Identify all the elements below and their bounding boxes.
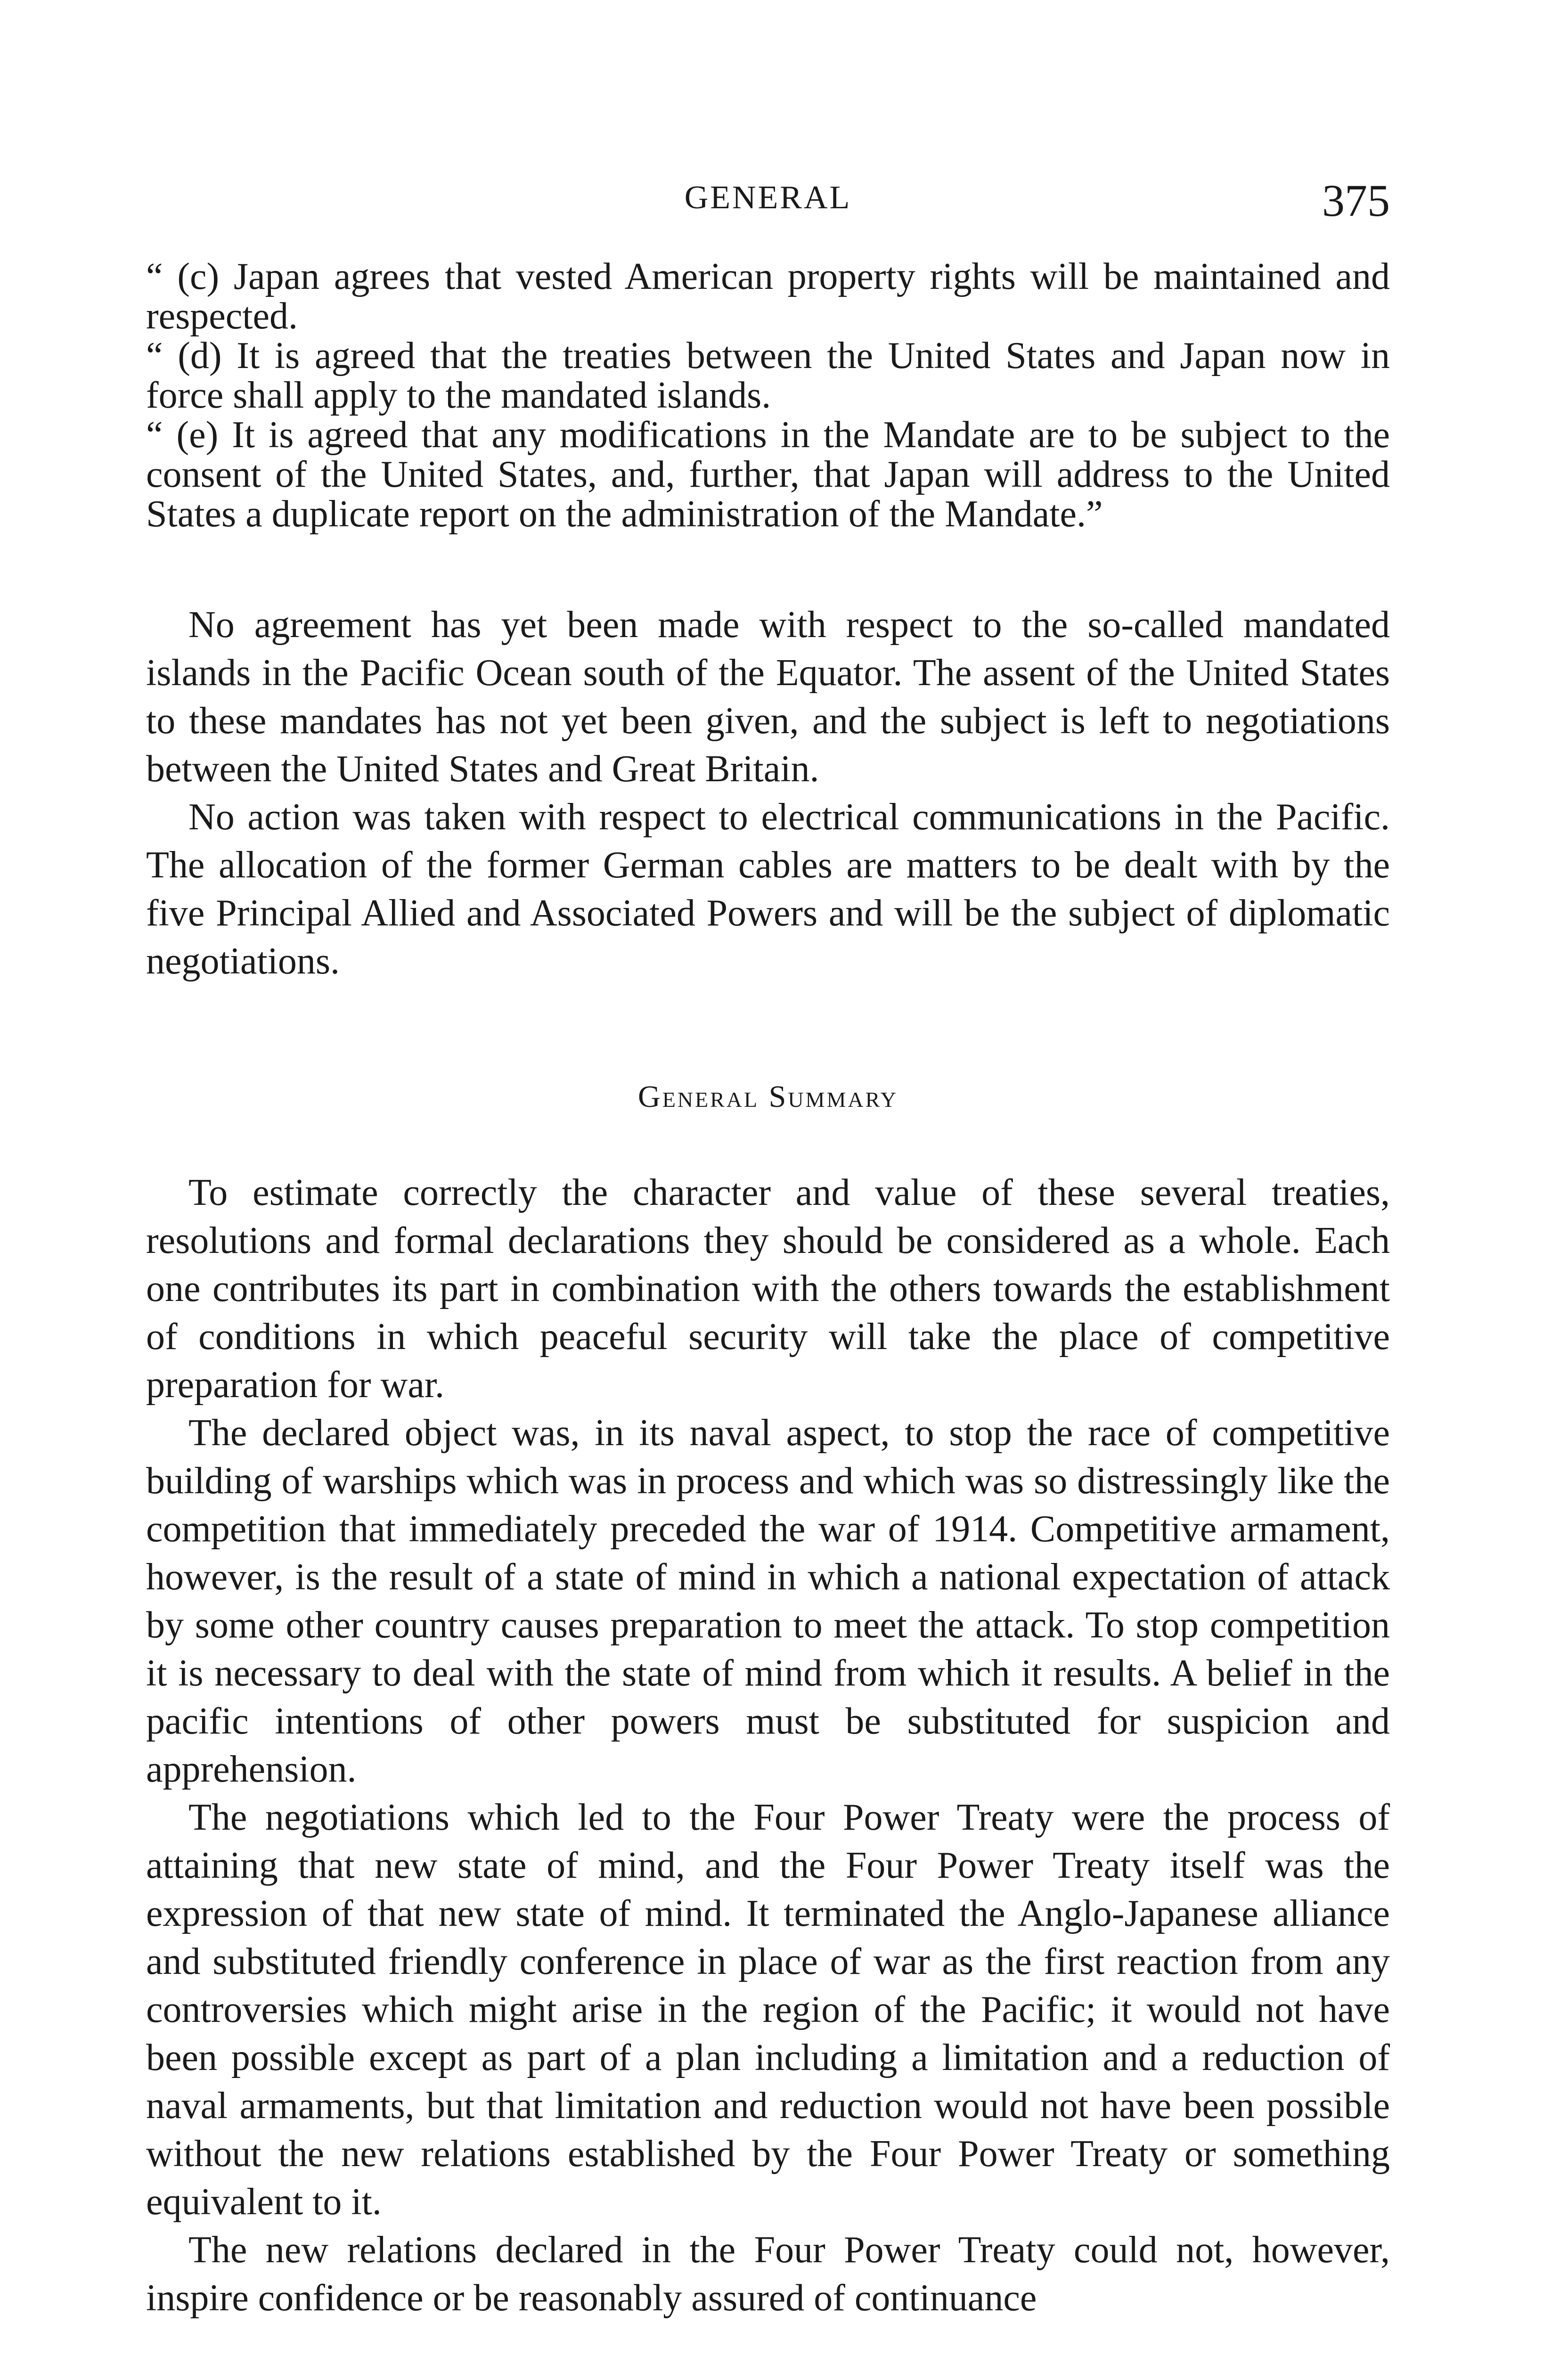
quote-item-d: “ (d) It is agreed that the treaties between the United States and Japan now in force shall apply to the mandated islands. xyxy=(146,335,1390,416)
quoted-conditions xyxy=(146,257,1390,534)
page-number: 375 xyxy=(1322,175,1390,226)
body-text-before-heading xyxy=(146,601,1390,985)
paragraph: No agreement has yet been made with respect to the so-called mandated islands in the Pacific Ocean south of the Equator. The assent of the United States to these mandates has not yet been given, and the subject is left to negotiations between the United States and Great Britain. xyxy=(146,604,1390,790)
running-header-title: GENERAL xyxy=(684,180,852,216)
paragraph: No action was taken with respect to electrical communications in the Pacific. The allocation of the former German cables are matters to be dealt with by the five Principal Allied and Associated Powers and will be the subject of diplomatic negotiations. xyxy=(146,796,1390,982)
section-heading: General Summary xyxy=(638,1080,898,1114)
paragraph: The new relations declared in the Four Power Treaty could not, however, inspire confidence or be reasonably assured of continuance xyxy=(146,2229,1390,2319)
quote-item-e: “ (e) It is agreed that any modifications in the Mandate are to be subject to the consent of the United States, and, further, that Japan will address to the United States a duplicate report on the administration of the Mandate.” xyxy=(146,414,1390,535)
paragraph: The negotiations which led to the Four Power Treaty were the process of attaining that new state of mind, and the Four Power Treaty itself was the expression of that new state of mind. It terminated the Anglo-Japanese alliance and substituted friendly conference in place of war as the first reaction from any controversies which might arise in the region of the Pacific; it would not have been possible except as part of a plan including a limitation and a reduction of naval armaments, but that limitation and reduction would not have been possible without the new relations established by the Four Power Treaty or something equivalent to it. xyxy=(146,1797,1390,2223)
paragraph: The declared object was, in its naval aspect, to stop the race of competitive building of warships which was in process and which was so distressingly like the competition that immediately preceded the war of 1914. Competitive armament, however, is the result of a state of mind in which a national expectation of attack by some other country causes preparation to meet the attack. To stop competition it is necessary to deal with the state of mind from which it results. A belief in the pacific intentions of other powers must be substituted for suspicion and apprehension. xyxy=(146,1412,1390,1790)
body-text-after-heading xyxy=(146,1169,1390,2322)
quote-item-c: “ (c) Japan agrees that vested American property rights will be maintained and respected. xyxy=(146,256,1390,337)
paragraph: To estimate correctly the character and value of these several treaties, resolutions and formal declarations they should be considered as a whole. Each one contributes its part in combination with the others towards the establishment of conditions in which peaceful security will take the place of competitive preparation for war. xyxy=(146,1172,1390,1406)
running-header xyxy=(146,174,1390,226)
